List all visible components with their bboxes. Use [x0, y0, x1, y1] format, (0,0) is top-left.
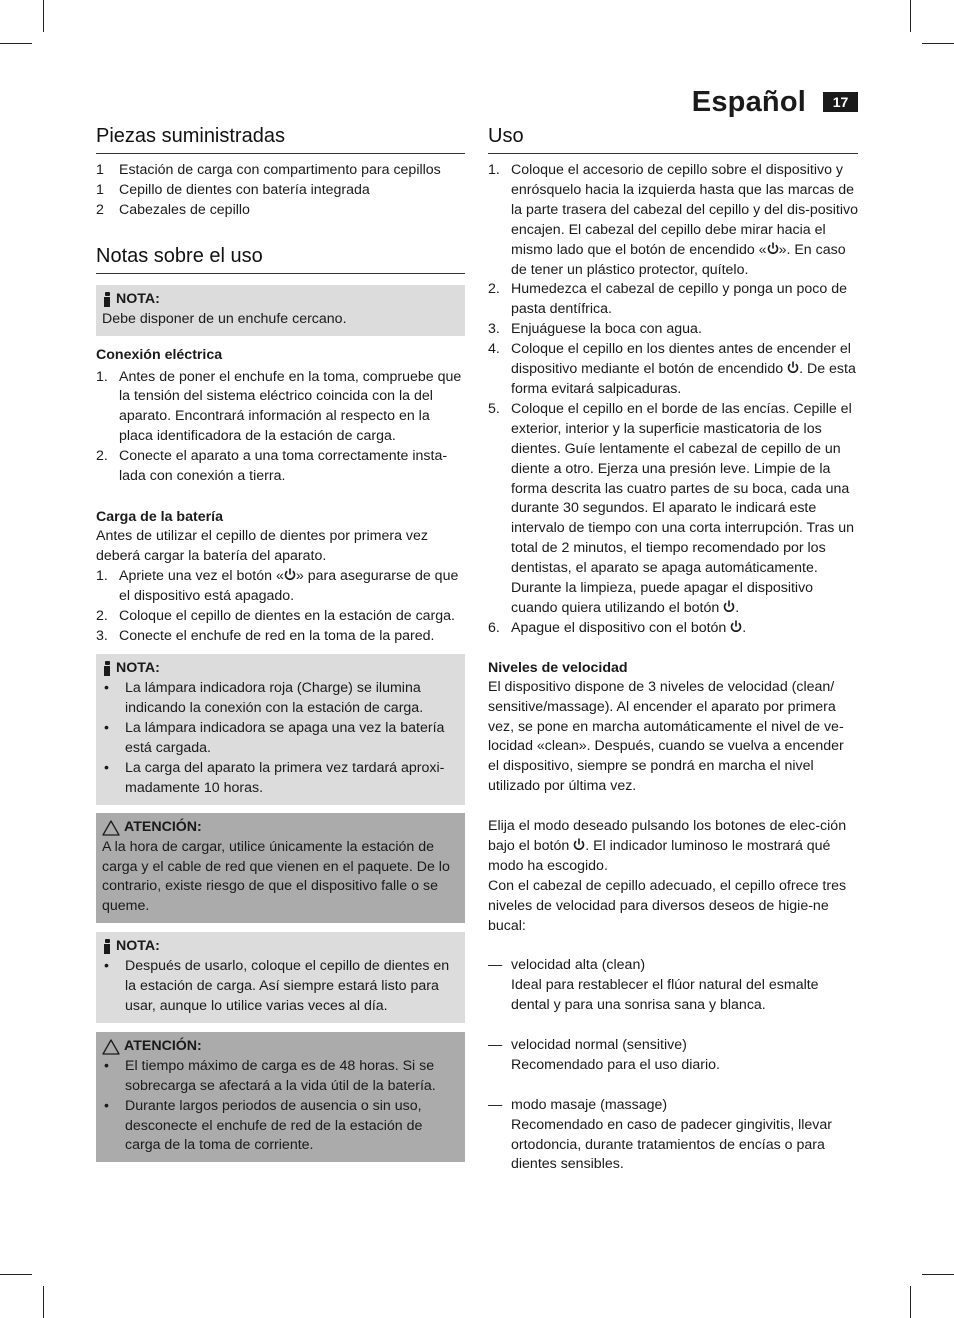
list-item: 1. Coloque el accesorio de cepillo sobre el dispositivo y enrósquelo hacia la izquierda hasta que las marcas de la parte trasera del cabezal del cepillo y del dis-positivo encajen. El cabezal del cepillo debe mirar hacia el mismo lado que el botón de encendido « ». En caso de tener un plástico protector, quítelo. — [488, 162, 858, 278]
section-title-piezas: Piezas suministradas — [96, 122, 465, 154]
warning-icon — [102, 1039, 120, 1055]
power-icon — [730, 620, 742, 633]
niveles-paragraph: El dispositivo dispone de 3 niveles de velocidad (clean/ sensitive/massage). Al encender el aparato por primera vez, se pone en marcha automáticamente el nivel de ve-locidad «clean». Después, cuando se vuelva a encender el dispositivo, siempre se pondrá en marcha el nivel utilizado por última vez. — [488, 678, 844, 795]
list-item: 5. Coloque el cepillo en el borde de las encías. Cepille el exterior, interior y la superficie masticatoria de los dientes. Guíe lentamente el cabezal de cepillo de un diente a otro. Ejerza una presión leve. Limpie de la forma descrita las cuatro partes de su boca, cada una durante 30 segundos. El aparato le indicará este intervalo de tiempo con una corta interrupción. Tras un total de 2 minutos, el tiempo recomendado por los dentistas, el aparato se apaga automáticamente. Durante la limpieza, puede apagar el dispositivo cuando quiera utilizando el botón . — [488, 400, 855, 616]
section-title-uso: Uso — [488, 122, 858, 154]
subheading-conexion: Conexión eléctrica — [96, 346, 223, 363]
info-icon — [102, 939, 112, 955]
note-box — [96, 654, 465, 804]
left-column — [96, 122, 465, 1162]
niveles-paragraph: Elija el modo deseado pulsando los botones de elec-ción bajo el botón . El indicador luminoso le mostrará qué modo ha escogido. — [488, 818, 847, 874]
list-item: — modo masaje (massage) Recomendado en caso de padecer gingivitis, llevar ortodoncia, durante tratamientos de encías o para dientes sensibles. — [488, 1096, 832, 1173]
right-column — [488, 122, 858, 1175]
power-icon — [787, 361, 799, 374]
crop-mark — [0, 43, 32, 44]
carga-steps — [96, 567, 465, 647]
list-item: 2 Cabezales de cepillo — [96, 201, 250, 218]
conexion-steps — [96, 368, 465, 487]
list-item: 1. Antes de poner el enchufe en la toma, compruebe que la tensión del sistema eléctrico coincida con la del aparato. Encontrará información al respecto en la placa identificadora de la estación de carga. — [96, 368, 462, 445]
note-box — [96, 932, 465, 1023]
niveles-paragraph: Con el cabezal de cepillo adecuado, el cepillo ofrece tres niveles de velocidad para diversos deseos de higie-ne bucal: — [488, 877, 847, 934]
crop-mark — [43, 0, 44, 32]
power-icon — [573, 838, 585, 851]
list-item: • Durante largos periodos de ausencia o sin uso, desconecte el enchufe de red de la estación de carga de la toma de corriente. — [102, 1097, 459, 1157]
list-item: 3. Enjuáguese la boca con agua. — [488, 321, 702, 338]
note-title: NOTA: — [116, 290, 160, 307]
parts-list — [96, 161, 465, 221]
warning-title: ATENCIÓN: — [124, 818, 202, 835]
list-item: • La lámpara indicadora roja (Charge) se ilumina indicando la conexión con la estación de carga. — [102, 679, 459, 719]
list-item: • El tiempo máximo de carga es de 48 horas. Si se sobrecarga se afectará a la vida útil de la batería. — [102, 1057, 459, 1097]
list-item: 1. Apriete una vez el botón « » para asegurarse de que el dispositivo está apagado. — [96, 567, 459, 604]
power-icon — [767, 242, 779, 255]
list-item: 1 Cepillo de dientes con batería integrada — [96, 181, 370, 198]
crop-mark — [43, 1286, 44, 1318]
warning-title: ATENCIÓN: — [124, 1037, 202, 1054]
subheading-niveles: Niveles de velocidad — [488, 659, 628, 676]
list-item: 4. Coloque el cepillo en los dientes antes de encender el dispositivo mediante el botón de encendido . De esta forma evitará salpicaduras. — [488, 341, 856, 397]
crop-mark — [0, 1274, 32, 1275]
carga-intro: Antes de utilizar el cepillo de dientes por primera vez deberá cargar la batería del aparato. — [96, 527, 428, 564]
warning-box — [96, 1032, 465, 1162]
list-item: • La carga del aparato la primera vez tardará aproxi-madamente 10 horas. — [102, 759, 459, 799]
crop-mark — [910, 0, 911, 32]
warning-text: A la hora de cargar, utilice únicamente la estación de carga y el cable de red que vienen en el paquete. De lo contrario, existe riesgo de que el dispositivo falle o se queme. — [102, 838, 450, 915]
warning-icon — [102, 820, 120, 836]
list-item: 1 Estación de carga con compartimento para cepillos — [96, 162, 441, 178]
subheading-carga: Carga de la batería — [96, 508, 223, 525]
note-text: Debe disponer de un enchufe cercano. — [102, 310, 347, 327]
power-icon — [723, 600, 735, 613]
spacer — [488, 1076, 858, 1096]
warning-box — [96, 813, 465, 924]
list-item: • La lámpara indicadora se apaga una vez la batería está cargada. — [102, 719, 459, 759]
page-number: 17 — [823, 92, 858, 112]
crop-mark — [922, 43, 954, 44]
list-item: 2. Coloque el cepillo de dientes en la estación de carga. — [96, 607, 455, 624]
info-icon — [102, 661, 112, 677]
note-title: NOTA: — [116, 938, 160, 955]
page-language-title: Español — [691, 86, 806, 118]
speed-modes-list — [488, 956, 858, 1175]
crop-mark — [922, 1274, 954, 1275]
list-item: • Después de usarlo, coloque el cepillo de dientes en la estación de carga. Así siempre estará listo para usar, aunque lo utilice varias veces al día. — [102, 957, 459, 1017]
note-title: NOTA: — [116, 660, 160, 677]
info-icon — [102, 292, 112, 308]
list-item: 3. Conecte el enchufe de red en la toma de la pared. — [96, 627, 435, 644]
power-icon — [284, 568, 296, 581]
list-item: 2. Conecte el aparato a una toma correctamente insta-lada con conexión a tierra. — [96, 448, 448, 485]
crop-mark — [910, 1286, 911, 1318]
note-box — [96, 285, 465, 336]
list-item: — velocidad alta (clean) Ideal para restablecer el flúor natural del esmalte dental y para una sonrisa sana y blanca. — [488, 957, 819, 1014]
list-item: 6. Apague el dispositivo con el botón . — [488, 619, 747, 636]
list-item: 2. Humedezca el cabezal de cepillo y ponga un poco de pasta dentífrica. — [488, 281, 847, 318]
spacer — [488, 1016, 858, 1036]
uso-steps — [488, 161, 858, 639]
list-item: — velocidad normal (sensitive) Recomendado para el uso diario. — [488, 1037, 721, 1073]
section-title-notas: Notas sobre el uso — [96, 242, 465, 274]
